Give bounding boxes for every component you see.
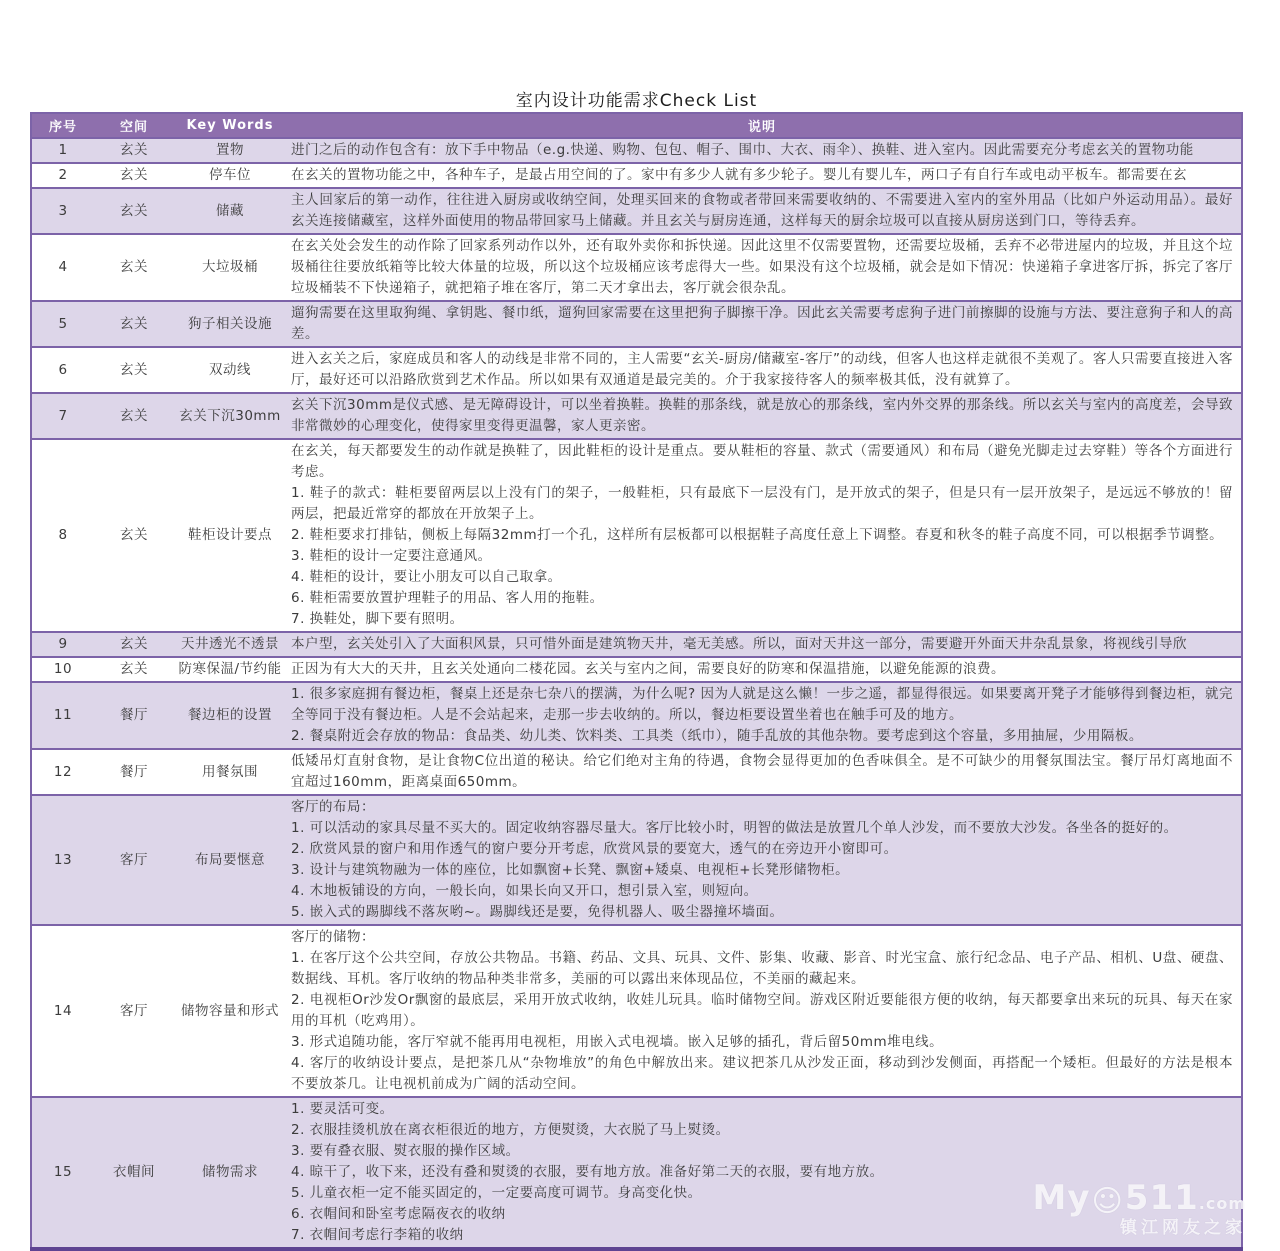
row-space: 玄关 bbox=[120, 661, 148, 677]
row-keyword: 天井透光不透景 bbox=[174, 632, 286, 657]
table-row bbox=[31, 795, 1242, 925]
row-description bbox=[286, 749, 1242, 795]
description-paragraph: 2. 衣服挂烫机放在离衣柜很近的地方，方便熨烫，大衣脱了马上熨烫。 bbox=[291, 1122, 730, 1138]
description-paragraph: 7. 换鞋处，脚下要有照明。 bbox=[291, 611, 464, 627]
row-space: 餐厅 bbox=[120, 763, 148, 780]
description-paragraph: 在玄关的置物功能之中，各种车子，是最占用空间的了。家中有多少人就有多少轮子。婴儿有婴儿车，两口子有自行车或电动平板车。都需要在玄 bbox=[291, 167, 1187, 183]
table-row bbox=[31, 439, 1242, 632]
description-paragraph: 玄关下沉30mm是仪式感、是无障碍设计，可以坐着换鞋。换鞋的那条线，就是放心的那条线，室内外交界的那条线。所以玄关与室内的高度差，会导致非常微妙的心理变化，使得家里变得更温馨，家人更亲密。 bbox=[291, 397, 1233, 434]
watermark bbox=[1032, 1178, 1247, 1238]
table-row bbox=[31, 632, 1242, 657]
row-description bbox=[286, 795, 1242, 925]
description-paragraph: 本户型，玄关处引入了大面积风景，只可惜外面是建筑物天井，毫无美感。所以，面对天井这一部分，需要避开外面天井杂乱景象，将视线引导欣 bbox=[291, 636, 1187, 652]
row-space: 玄关 bbox=[94, 632, 174, 657]
description-paragraph: 4. 晾干了，收下来，还没有叠和熨烫的衣服，要有地方放。准备好第二天的衣服，要有地方放。 bbox=[291, 1164, 884, 1180]
row-description bbox=[286, 439, 1242, 632]
description-paragraph: 主人回家后的第一动作，往往进入厨房或收纳空间，处理买回来的食物或者带回来需要收纳的、不需要进入室内的室外用品（比如户外运动用品）。最好玄关连接储藏室，这样外面使用的物品带回家马上储藏。并且玄关与厨房连通，这样每天的厨余垃圾可以直接从厨房送到门口，等待丢弃。 bbox=[291, 192, 1233, 229]
description-paragraph: 1. 可以活动的家具尽量不买大的。固定收纳容器尽量大。客厅比较小时，明智的做法是放置几个单人沙发，而不要放大沙发。各坐各的挺好的。 bbox=[291, 820, 1178, 836]
row-space: 衣帽间 bbox=[94, 1097, 174, 1249]
table-row bbox=[31, 657, 1242, 682]
row-no: 9 bbox=[31, 632, 94, 657]
row-space: 玄关 bbox=[120, 259, 148, 275]
table-row bbox=[31, 163, 1242, 188]
row-keyword: 狗子相关设施 bbox=[174, 301, 286, 347]
watermark-text-my: My bbox=[1032, 1178, 1091, 1218]
row-description bbox=[286, 301, 1242, 347]
row-no: 3 bbox=[31, 188, 94, 234]
row-keyword: 防寒保温/节约能 bbox=[178, 661, 282, 677]
row-space: 玄关 bbox=[120, 167, 148, 183]
row-no: 8 bbox=[58, 527, 68, 543]
description-paragraph: 6. 衣帽间和卧室考虑隔夜衣的收纳 bbox=[291, 1206, 506, 1222]
row-no: 13 bbox=[31, 795, 94, 925]
row-no: 11 bbox=[31, 682, 94, 749]
row-no: 14 bbox=[53, 1002, 73, 1019]
checklist-table bbox=[30, 112, 1243, 1251]
row-keyword: 大垃圾桶 bbox=[202, 259, 258, 275]
description-paragraph: 进门之后的动作包含有：放下手中物品（e.g.快递、购物、包包、帽子、围巾、大衣、雨伞）、换鞋、进入室内。因此需要充分考虑玄关的置物功能 bbox=[291, 142, 1194, 158]
description-paragraph: 1. 要灵活可变。 bbox=[291, 1101, 394, 1117]
description-paragraph: 进入玄关之后，家庭成员和客人的动线是非常不同的，主人需要“玄关-厨房/储藏室-客厅”的动线，但客人也这样走就很不美观了。客人只需要直接进入客厅，最好还可以沿路欣赏到艺术作品。所以如果有双通道是最完美的。介于我家接待客人的频率极其低，没有就算了。 bbox=[291, 351, 1233, 388]
row-keyword: 鞋柜设计要点 bbox=[188, 527, 272, 543]
row-no: 2 bbox=[58, 167, 68, 183]
row-description bbox=[286, 925, 1242, 1097]
description-paragraph: 6. 鞋柜需要放置护理鞋子的用品、客人用的拖鞋。 bbox=[291, 590, 604, 606]
description-paragraph: 客厅的布局： bbox=[291, 799, 375, 815]
row-keyword: 停车位 bbox=[209, 167, 251, 183]
row-space: 客厅 bbox=[94, 795, 174, 925]
description-paragraph: 7. 衣帽间考虑行李箱的收纳 bbox=[291, 1227, 464, 1243]
row-keyword: 双动线 bbox=[209, 361, 251, 378]
description-paragraph: 客厅的储物： bbox=[291, 929, 375, 945]
description-paragraph: 在玄关，每天都要发生的动作就是换鞋了，因此鞋柜的设计是重点。要从鞋柜的容量、款式（需要通风）和布局（避免光脚走过去穿鞋）等各个方面进行考虑。 bbox=[291, 443, 1233, 480]
watermark-subtitle: 镇江网友之家 bbox=[1120, 1218, 1246, 1238]
col-header-desc: 说明 bbox=[286, 113, 1242, 138]
row-space: 玄关 bbox=[120, 361, 148, 378]
row-description bbox=[286, 234, 1242, 301]
description-paragraph: 1. 很多家庭拥有餐边柜，餐桌上还是杂七杂八的摆满，为什么呢? 因为人就是这么懒！一步之遥，都显得很远。如果要离开凳子才能够得到餐边柜，就完全等同于没有餐边柜。人是不会站起来，走那一步去收纳的。所以，餐边柜要设置坐着也在触手可及的地方。 bbox=[291, 686, 1233, 723]
description-paragraph: 5. 儿童衣柜一定不能买固定的，一定要高度可调节。身高变化快。 bbox=[291, 1185, 702, 1201]
row-no: 12 bbox=[53, 763, 73, 780]
row-keyword: 储物容量和形式 bbox=[181, 1002, 279, 1019]
description-paragraph: 5. 嵌入式的踢脚线不落灰哟~。踢脚线还是要，免得机器人、吸尘器撞坏墙面。 bbox=[291, 904, 784, 920]
row-no: 6 bbox=[58, 361, 68, 378]
row-no: 5 bbox=[31, 301, 94, 347]
row-description bbox=[286, 632, 1242, 657]
table-row bbox=[31, 301, 1242, 347]
table-row bbox=[31, 138, 1242, 163]
description-paragraph: 4. 木地板铺设的方向，一般长向，如果长向又开口，想引景入室，则短向。 bbox=[291, 883, 758, 899]
col-header-no: 序号 bbox=[31, 113, 94, 138]
watermark-logo bbox=[1032, 1178, 1247, 1219]
row-keyword: 玄关下沉30mm bbox=[174, 393, 286, 439]
row-space: 客厅 bbox=[120, 1002, 148, 1019]
row-keyword: 布局要惬意 bbox=[174, 795, 286, 925]
row-keyword: 储物需求 bbox=[174, 1097, 286, 1249]
row-description bbox=[286, 657, 1242, 682]
row-description bbox=[286, 138, 1242, 163]
table-row bbox=[31, 188, 1242, 234]
description-paragraph: 1. 鞋子的款式：鞋柜要留两层以上没有门的架子，一般鞋柜，只有最底下一层没有门，是开放式的架子，但是只有一层开放架子，是远远不够放的！留两层，把最近常穿的都放在开放架子上。 bbox=[291, 485, 1233, 522]
row-space: 玄关 bbox=[94, 301, 174, 347]
row-no: 15 bbox=[31, 1097, 94, 1249]
row-space: 餐厅 bbox=[94, 682, 174, 749]
description-paragraph: 低矮吊灯直射食物，是让食物C位出道的秘诀。给它们绝对主角的待遇，食物会显得更加的色香味俱全。是不可缺少的用餐氛围法宝。餐厅吊灯离地面不宜超过160mm，距离桌面650mm。 bbox=[291, 753, 1233, 790]
description-paragraph: 3. 要有叠衣服、熨衣服的操作区域。 bbox=[291, 1143, 520, 1159]
row-description bbox=[286, 393, 1242, 439]
table-row bbox=[31, 393, 1242, 439]
row-description bbox=[286, 682, 1242, 749]
description-paragraph: 3. 设计与建筑物融为一体的座位，比如飘窗+长凳、飘窗+矮桌、电视柜+长凳形储物柜。 bbox=[291, 862, 850, 878]
table-body bbox=[31, 138, 1242, 1249]
watermark-suffix: .com bbox=[1198, 1194, 1246, 1213]
description-paragraph: 3. 形式追随功能，客厅窄就不能再用电视柜，用嵌入式电视墙。嵌入足够的插孔，背后留50mm堆电线。 bbox=[291, 1034, 944, 1050]
description-paragraph: 2. 餐桌附近会存放的物品：食品类、幼儿类、饮料类、工具类（纸巾），随手乱放的其他杂物。要考虑到这个容量，多用抽屉，少用隔板。 bbox=[291, 728, 1143, 744]
row-keyword: 餐边柜的设置 bbox=[174, 682, 286, 749]
description-paragraph: 2. 电视柜Or沙发Or飘窗的最底层，采用开放式收纳，收娃儿玩具。临时储物空间。游戏区附近要能很方便的收纳，每天都要拿出来玩的玩具、每天在家用的耳机（吃鸡用）。 bbox=[291, 992, 1233, 1029]
smiley-icon: ☺ bbox=[1091, 1184, 1124, 1219]
table-row bbox=[31, 682, 1242, 749]
description-paragraph: 2. 欣赏风景的窗户和用作透气的窗户要分开考虑，欣赏风景的要宽大，透气的在旁边开小窗即可。 bbox=[291, 841, 898, 857]
row-space: 玄关 bbox=[94, 188, 174, 234]
col-header-space: 空间 bbox=[94, 113, 174, 138]
row-space: 玄关 bbox=[94, 138, 174, 163]
col-header-keywords: Key Words bbox=[174, 113, 286, 138]
row-description bbox=[286, 163, 1242, 188]
row-keyword: 储藏 bbox=[174, 188, 286, 234]
row-keyword: 置物 bbox=[174, 138, 286, 163]
table-row bbox=[31, 347, 1242, 393]
row-space: 玄关 bbox=[94, 393, 174, 439]
description-paragraph: 遛狗需要在这里取狗绳、拿钥匙、餐巾纸，遛狗回家需要在这里把狗子脚擦干净。因此玄关需要考虑狗子进门前擦脚的设施与方法、要注意狗子和人的高差。 bbox=[291, 305, 1233, 342]
description-paragraph: 4. 鞋柜的设计，要让小朋友可以自己取拿。 bbox=[291, 569, 562, 585]
row-no: 10 bbox=[53, 661, 73, 677]
row-description bbox=[286, 188, 1242, 234]
description-paragraph: 1. 在客厅这个公共空间，存放公共物品。书籍、药品、文具、玩具、文件、影集、收藏、影音、时光宝盒、旅行纪念品、电子产品、相机、U盘、硬盘、数据线、耳机。客厅收纳的物品种类非常多，美丽的可以露出来体现品位，不美丽的藏起来。 bbox=[291, 950, 1233, 987]
description-paragraph: 3. 鞋柜的设计一定要注意通风。 bbox=[291, 548, 492, 564]
table-row bbox=[31, 234, 1242, 301]
row-space: 玄关 bbox=[120, 527, 148, 543]
description-paragraph: 正因为有大大的天井，且玄关处通向二楼花园。玄关与室内之间，需要良好的防寒和保温措施，以避免能源的浪费。 bbox=[291, 661, 1005, 677]
row-no: 4 bbox=[58, 259, 68, 275]
table-row bbox=[31, 749, 1242, 795]
description-paragraph: 4. 客厅的收纳设计要点，是把茶几从“杂物堆放”的角色中解放出来。建议把茶几从沙发正面，移动到沙发侧面，再搭配一个矮柜。但最好的方法是根本不要放茶几。让电视机前成为广阔的活动空间。 bbox=[291, 1055, 1233, 1092]
row-keyword: 用餐氛围 bbox=[202, 763, 258, 780]
description-paragraph: 2. 鞋柜要求打排钻，侧板上每隔32mm打一个孔，这样所有层板都可以根据鞋子高度任意上下调整。春夏和秋冬的鞋子高度不同，可以根据季节调整。 bbox=[291, 527, 1224, 543]
watermark-text-511: 511 bbox=[1124, 1178, 1199, 1218]
header-row bbox=[31, 113, 1242, 138]
row-description bbox=[286, 347, 1242, 393]
row-no: 7 bbox=[31, 393, 94, 439]
page-title: 室内设计功能需求Check List bbox=[515, 91, 758, 111]
description-paragraph: 在玄关处会发生的动作除了回家系列动作以外，还有取外卖你和拆快递。因此这里不仅需要置物，还需要垃圾桶，丢弃不必带进屋内的垃圾，并且这个垃圾桶往往要放纸箱等比较大体量的垃圾，所以这个垃圾桶应该考虑得大一些。如果没有这个垃圾桶，就会是如下情况：快递箱子拿进客厅拆，拆完了客厅垃圾桶装不下快递箱子，就把箱子堆在客厅，第二天才拿出去，客厅就会很杂乱。 bbox=[291, 238, 1233, 296]
table-row bbox=[31, 925, 1242, 1097]
row-no: 1 bbox=[31, 138, 94, 163]
